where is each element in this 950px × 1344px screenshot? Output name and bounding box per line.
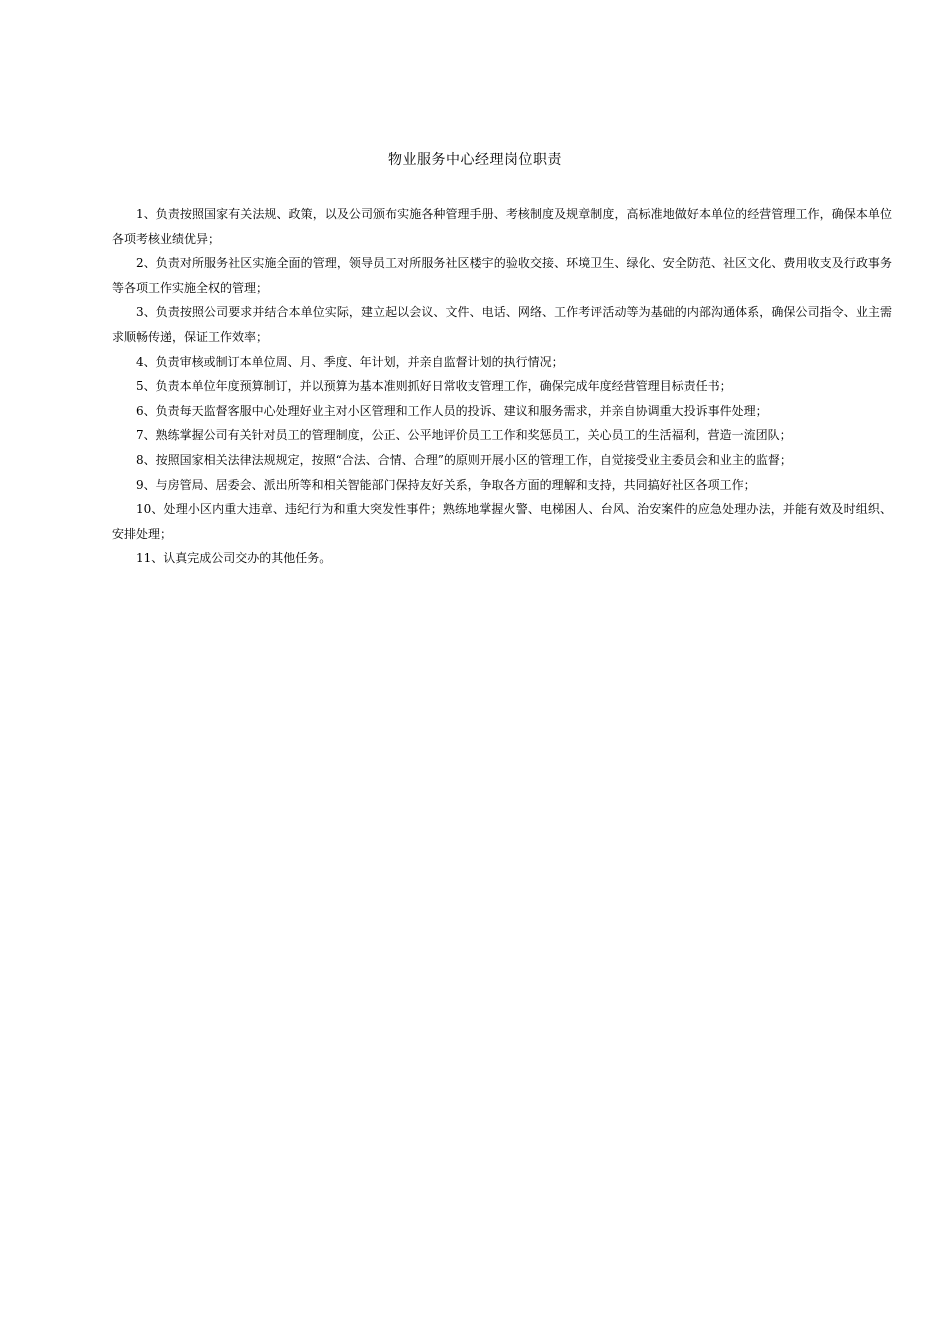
duty-item-11: 11、认真完成公司交办的其他任务。 [136, 551, 332, 566]
duty-item-1: 1、负责按照国家有关法规、政策，以及公司颁布实施各种管理手册、考核制度及规章制度，高标准地做好本单位的经营管理工作，确保本单位各项考核业绩优异； [112, 207, 892, 246]
duty-item-8: 8、按照国家相关法律法规规定，按照“合法、合情、合理”的原则开展小区的管理工作，自觉接受业主委员会和业主的监督； [136, 452, 792, 467]
duty-item-5: 5、负责本单位年度预算制订，并以预算为基本准则抓好日常收支管理工作，确保完成年度经营管理目标责任书； [136, 379, 732, 394]
duty-item-4: 4、负责审核或制订本单位周、月、季度、年计划，并亲自监督计划的执行情况； [136, 354, 564, 369]
duty-item-10: 10、处理小区内重大违章、违纪行为和重大突发性事件；熟练地掌握火警、电梯困人、台风、治安案件的应急处理办法，并能有效及时组织、安排处理； [112, 502, 892, 541]
duty-item-2: 2、负责对所服务社区实施全面的管理，领导员工对所服务社区楼宇的验收交接、环境卫生、绿化、安全防范、社区文化、费用收支及行政事务等各项工作实施全权的管理； [112, 256, 892, 295]
duty-list [112, 202, 892, 571]
duty-item-3: 3、负责按照公司要求并结合本单位实际，建立起以会议、文件、电话、网络、工作考评活动等为基础的内部沟通体系，确保公司指令、业主需求顺畅传递，保证工作效率； [112, 305, 892, 344]
duty-item-7: 7、熟练掌握公司有关针对员工的管理制度，公正、公平地评价员工工作和奖惩员工，关心员工的生活福利，营造一流团队； [136, 428, 792, 443]
duty-item-6: 6、负责每天监督客服中心处理好业主对小区管理和工作人员的投诉、建议和服务需求，并亲自协调重大投诉事件处理； [136, 403, 768, 418]
duty-item-9: 9、与房管局、居委会、派出所等和相关智能部门保持友好关系，争取各方面的理解和支持，共同搞好社区各项工作； [136, 477, 756, 492]
document-title: 物业服务中心经理岗位职责 [388, 152, 562, 168]
